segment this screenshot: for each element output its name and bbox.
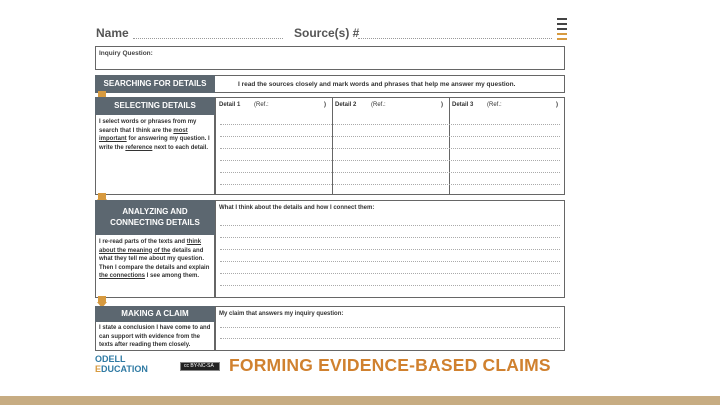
selecting-desc: I select words or phrases from my search that I think are the most important for answering my question. I write the reference next to each detail. (99, 119, 210, 151)
response-line[interactable] (220, 327, 560, 328)
name-line[interactable] (133, 38, 283, 39)
detail-line[interactable] (220, 124, 560, 125)
analyzing-title-line2: CONNECTING DETAILS (110, 218, 200, 227)
detail-1-label: Detail 1 (219, 102, 241, 108)
header-row (96, 26, 556, 42)
name-label: Name (96, 26, 129, 40)
analyzing-title-line1: ANALYZING AND (122, 207, 188, 216)
odell-education-logo: ODELL EDUCATION (95, 354, 148, 374)
corner-bars-icon (557, 18, 567, 43)
response-line[interactable] (220, 338, 560, 339)
detail-2-ref: (Ref.: (371, 102, 386, 108)
response-line[interactable] (220, 285, 560, 286)
selecting-desc-box (95, 115, 215, 195)
searching-title: SEARCHING FOR DETAILS (95, 75, 215, 93)
detail-line[interactable] (220, 184, 560, 185)
detail-1-ref: (Ref.: (254, 102, 269, 108)
detail-1-ref-close: ) (324, 102, 326, 108)
analyzing-response-box (215, 200, 565, 298)
response-line[interactable] (220, 273, 560, 274)
inquiry-question-label: Inquiry Question: (99, 50, 153, 57)
analyzing-prompt: What I think about the details and how I connect them: (219, 205, 375, 211)
selecting-title: SELECTING DETAILS (95, 97, 215, 115)
detail-line[interactable] (220, 136, 560, 137)
source-label: Source(s) # (294, 26, 360, 40)
claim-desc-box (95, 322, 215, 351)
details-table (215, 97, 565, 195)
searching-instruction: I read the sources closely and mark words and phrases that help me answer my question. (238, 81, 516, 88)
analyzing-desc-box (95, 235, 215, 298)
inquiry-question-box[interactable] (95, 46, 565, 70)
searching-instruction-box (215, 75, 565, 93)
detail-line[interactable] (220, 160, 560, 161)
worksheet-title: FORMING EVIDENCE-BASED CLAIMS (229, 355, 551, 375)
detail-3-label: Detail 3 (452, 102, 474, 108)
detail-line[interactable] (220, 172, 560, 173)
claim-desc: I state a conclusion I have come to and can support with evidence from the texts after reading them closely. (99, 325, 211, 349)
footer-bar (0, 396, 720, 405)
analyzing-title (95, 200, 215, 235)
detail-3-ref-close: ) (556, 102, 558, 108)
response-line[interactable] (220, 225, 560, 226)
response-line[interactable] (220, 261, 560, 262)
detail-2-label: Detail 2 (335, 102, 357, 108)
detail-2-ref-close: ) (441, 102, 443, 108)
detail-line[interactable] (220, 148, 560, 149)
claim-prompt: My claim that answers my inquiry question: (219, 311, 344, 317)
response-line[interactable] (220, 237, 560, 238)
analyzing-desc: I re-read parts of the texts and think about the meaning of the details and what they tell me about my question. Then I compare the details and explain the connections I see among them. (99, 239, 210, 280)
claim-title: MAKING A CLAIM (95, 306, 215, 322)
claim-response-box (215, 306, 565, 351)
creative-commons-badge: cc BY-NC-SA (180, 362, 220, 371)
response-line[interactable] (220, 249, 560, 250)
detail-3-ref: (Ref.: (487, 102, 502, 108)
source-line[interactable] (358, 38, 552, 39)
